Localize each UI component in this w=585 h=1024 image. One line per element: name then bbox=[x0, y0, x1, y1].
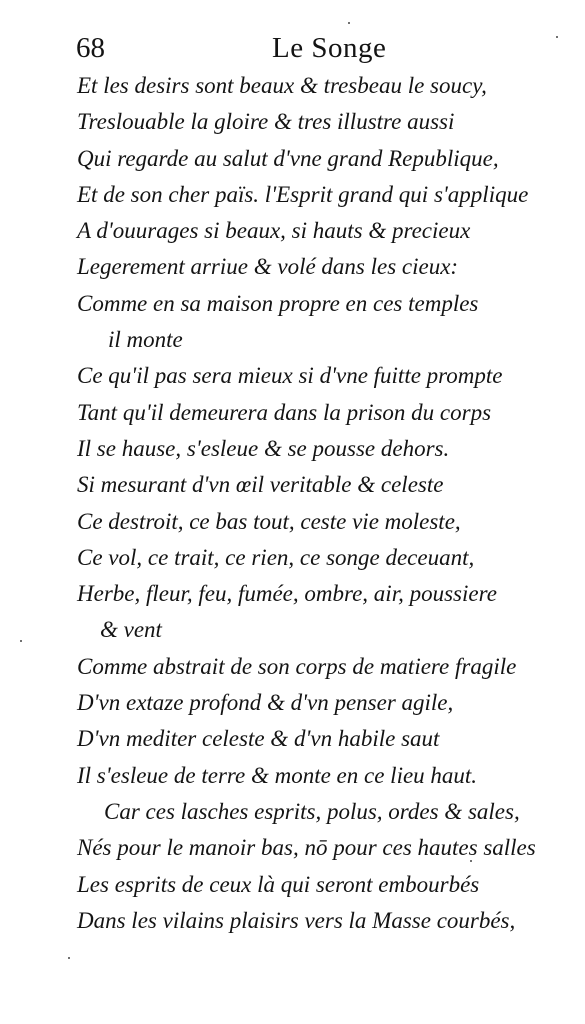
verse-line: Comme abstrait de son corps de matiere fragile bbox=[77, 653, 517, 679]
running-title: Le Songe bbox=[272, 32, 387, 64]
verse-line: Il se hause, s'esleue & se pousse dehors. bbox=[77, 435, 450, 461]
verse-line: Qui regarde au salut d'vne grand Republique, bbox=[77, 145, 499, 171]
verse-line-continuation: il monte bbox=[108, 327, 183, 353]
verse-line: Nés pour le manoir bas, nō pour ces hautes salles bbox=[77, 835, 536, 861]
page-number: 68 bbox=[76, 32, 105, 64]
verse-text bbox=[0, 68, 585, 939]
verse-line: Les esprits de ceux là qui seront embourbés bbox=[77, 871, 480, 897]
paper-speck bbox=[556, 36, 558, 38]
verse-line: Et de son cher païs. l'Esprit grand qui s'applique bbox=[77, 181, 529, 207]
verse-line: Ce qu'il pas sera mieux si d'vne fuitte prompte bbox=[77, 363, 503, 389]
verse-line-continuation: & vent bbox=[100, 617, 162, 643]
verse-line: Dans les vilains plaisirs vers la Masse courbés, bbox=[77, 907, 516, 933]
verse-line: Si mesurant d'vn œil veritable & celeste bbox=[77, 472, 444, 498]
verse-line: Herbe, fleur, feu, fumée, ombre, air, poussiere bbox=[77, 581, 497, 607]
verse-line: Et les desirs sont beaux & tresbeau le soucy, bbox=[77, 73, 487, 98]
verse-line: Ce vol, ce trait, ce rien, ce songe deceuant, bbox=[77, 544, 475, 570]
verse-line: D'vn mediter celeste & d'vn habile saut bbox=[77, 726, 440, 752]
paper-speck bbox=[348, 22, 350, 24]
verse-line: Comme en sa maison propre en ces temples bbox=[77, 290, 479, 316]
verse-line: Legerement arriue & volé dans les cieux: bbox=[77, 254, 459, 280]
verse-line-paragraph-start: Car ces lasches esprits, polus, ordes & sales, bbox=[104, 798, 520, 824]
paper-speck bbox=[470, 860, 472, 862]
verse-line: Ce destroit, ce bas tout, ceste vie moleste, bbox=[77, 508, 461, 534]
paper-speck bbox=[20, 640, 22, 642]
page-header bbox=[0, 30, 585, 66]
verse-line: Il s'esleue de terre & monte en ce lieu haut. bbox=[77, 762, 478, 788]
verse-line: A d'ouurages si beaux, si hauts & precieux bbox=[77, 218, 471, 244]
verse-line: Tant qu'il demeurera dans la prison du corps bbox=[77, 399, 492, 425]
verse-line: Treslouable la gloire & tres illustre aussi bbox=[77, 109, 455, 135]
verse-line: D'vn extaze profond & d'vn penser agile, bbox=[77, 690, 454, 716]
paper-speck bbox=[68, 957, 70, 959]
